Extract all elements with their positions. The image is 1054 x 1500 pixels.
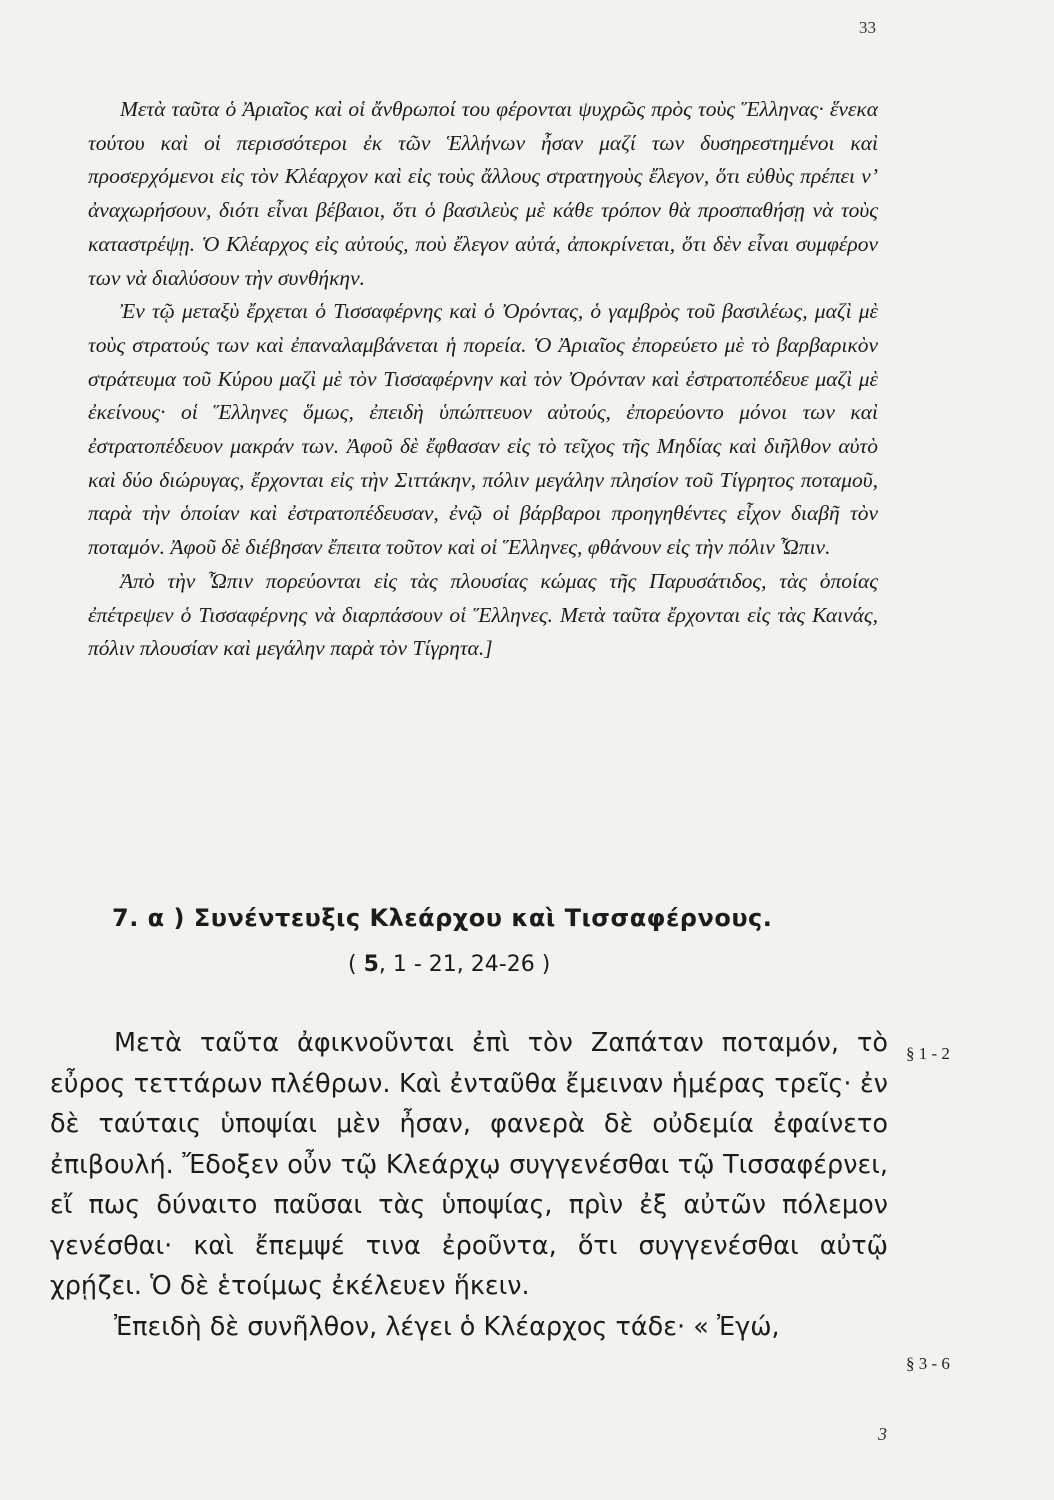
ref-rest: , 1 - 21, 24-26 ) <box>378 952 551 977</box>
section-reference <box>348 952 550 977</box>
ref-book: 5 <box>363 952 379 977</box>
greek-paragraph: Μετὰ ταῦτα ἀφικνοῦνται ἐπὶ τὸν Ζαπάταν ποταμόν, τὸ εὖρος τεττάρων πλέθρων. Καὶ ἐνταῦθα ἔμειναν ἡμέρας τρεῖς· ἐν δὲ ταύταις ὑποψίαι μὲν ἦσαν, φανερὰ δὲ οὐδεμία ἐφαίνετο ἐπιβουλή. Ἔδοξεν οὖν τῷ Κλεάρχῳ συγγενέσθαι τῷ Τισσαφέρνει, εἴ πως δύναιτο παῦσαι τὰς ὑποψίας, πρὶν ἐξ αὐτῶν πόλεμον γενέσθαι· καὶ ἔπεμψέ τινα ἐροῦντα, ὅτι συγγενέσθαι αὐτῷ χρῄζει. Ὁ δὲ ἑτοίμως ἐκέλευεν ἥκειν. <box>50 1028 888 1301</box>
greek-paragraph: Ἐπειδὴ δὲ συνῆλθον, λέγει ὁ Κλέαρχος τάδε· « Ἐγώ, <box>114 1311 780 1342</box>
italic-text-block <box>88 93 878 666</box>
margin-reference: § 1 - 2 <box>906 1044 950 1063</box>
page-number: 33 <box>859 18 876 37</box>
italic-paragraph: Μετὰ ταῦτα ὁ Ἀριαῖος καὶ οἱ ἄνθρωποί του φέρονται ψυχρῶς πρὸς τοὺς Ἕλληνας· ἕνεκα τούτου καὶ οἱ περισσότεροι ἐκ τῶν Ἑλλήνων ἦσαν μαζί των δυσηρεστημένοι καὶ προσερχόμενοι εἰς τὸν Κλέαρχον καὶ εἰς τοὺς ἄλλους στρατηγοὺς ἔλεγον, ὅτι εὐθὺς πρέπει ν’ ἀναχωρήσουν, διότι εἶναι βέβαιοι, ὅτι ὁ βασιλεὺς μὲ κάθε τρόπον θὰ προσπαθήσῃ νὰ τοὺς καταστρέψῃ. Ὁ Κλέαρχος εἰς αὐτούς, ποὺ ἔλεγον αὐτά, ἀποκρίνεται, ὅτι δὲν εἶναι συμφέρον των νὰ διαλύσουν τὴν συνθήκην. <box>88 97 878 290</box>
margin-reference: § 3 - 6 <box>906 1354 950 1373</box>
ref-open: ( <box>348 952 364 977</box>
section-heading: 7. α ) Συνέντευξις Κλεάρχου καὶ Τισσαφέρνους. <box>112 904 773 932</box>
greek-text-block <box>50 1023 888 1347</box>
italic-paragraph: Ἐν τῷ μεταξὺ ἔρχεται ὁ Τισσαφέρνης καὶ ὁ Ὀρόντας, ὁ γαμβρὸς τοῦ βασιλέως, μαζὶ μὲ τοὺς στρατούς των καὶ ἐπαναλαμβάνεται ἡ πορεία. Ὁ Ἀριαῖος ἐπορεύετο μὲ τὸ βαρβαρικὸν στράτευμα τοῦ Κύρου μαζὶ μὲ τὸν Τισσαφέρνην καὶ τὸν Ὀρόνταν καὶ ἐστρατοπέδευε μαζὶ μὲ ἐκείνους· οἱ Ἕλληνες ὅμως, ἐπειδὴ ὑπώπτευον αὐτούς, ἐπορεύοντο μόνοι των καὶ ἐστρατοπέδευον μακράν των. Ἀφοῦ δὲ ἔφθασαν εἰς τὸ τεῖχος τῆς Μηδίας καὶ διῆλθον αὐτὸ καὶ δύο διώρυγας, ἔρχονται εἰς τὴν Σιττάκην, πόλιν μεγάλην πλησίον τοῦ Τίγρητος ποταμοῦ, παρὰ τὴν ὁποίαν καὶ ἐστρατοπέδευσαν, ἐνῷ οἱ βάρβαροι προηγηθέντες εἶχον διαβῆ τὸν ποταμόν. Ἀφοῦ δὲ διέβησαν ἔπειτα τοῦτον καὶ οἱ Ἕλληνες, φθάνουν εἰς τὴν πόλιν Ὦπιν. <box>88 299 878 560</box>
printer-signature: 3 <box>878 1424 887 1444</box>
italic-paragraph: Ἀπὸ τὴν Ὦπιν πορεύονται εἰς τὰς πλουσίας κώμας τῆς Παρυσάτιδος, τὰς ὁποίας ἐπέτρεψεν ὁ Τισσαφέρνης νὰ διαρπάσουν οἱ Ἕλληνες. Μετὰ ταῦτα ἔρχονται εἰς τὰς Καινάς, πόλιν πλουσίαν καὶ μεγάλην παρὰ τὸν Τίγρητα.] <box>88 568 878 661</box>
